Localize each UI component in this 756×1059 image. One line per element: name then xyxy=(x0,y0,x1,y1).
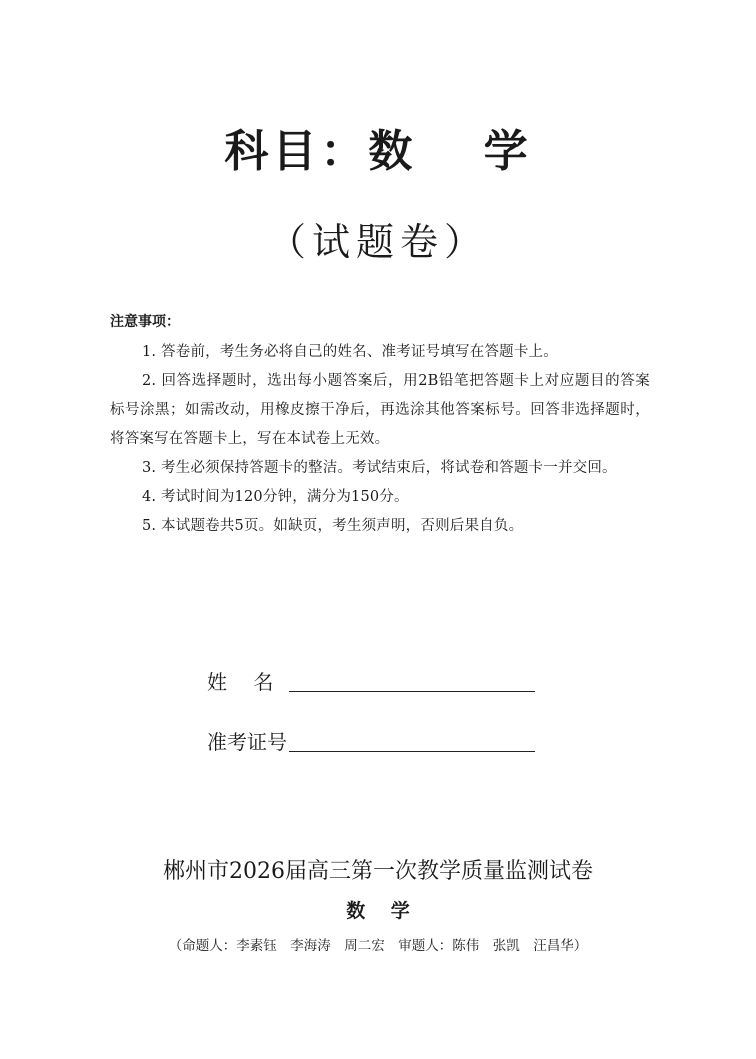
exam-id-blank-line xyxy=(289,729,535,752)
paper-type-label: （试题卷） xyxy=(267,220,488,264)
exam-title: 郴州市2026届高三第一次教学质量监测试卷 xyxy=(163,859,593,884)
notice-item-1: 1. 答卷前，考生务必将自己的姓名、准考证号填写在答题卡上。 xyxy=(142,344,558,360)
notice-item-5: 5. 本试题卷共5页。如缺页，考生须声明，否则后果自负。 xyxy=(142,518,524,534)
subject-title: 科目：数 学 xyxy=(224,126,532,177)
name-field-row xyxy=(207,666,535,695)
notice-item-3: 3. 考生必须保持答题卡的整洁。考试结束后，将试卷和答题卡一并交回。 xyxy=(142,460,617,476)
exam-id-label: 准考证号 xyxy=(207,730,287,754)
exam-id-field-row xyxy=(207,726,535,755)
notice-item-2: 2. 回答选择题时，选出每小题答案后，用2B铅笔把答题卡上对应题目的答案标号涂黑；如需改动，用橡皮擦干净后，再选涂其他答案标号。回答非选择题时，将答案写在答题卡上，写在本试卷上无效。 xyxy=(110,373,650,447)
notice-section xyxy=(110,308,650,541)
notice-heading: 注意事项： xyxy=(110,314,180,330)
exam-subject: 数 学 xyxy=(346,900,410,922)
name-blank-line xyxy=(289,669,535,692)
notice-item-4: 4. 考试时间为120分钟，满分为150分。 xyxy=(142,489,409,505)
authors-line: （命题人：李素钰 李海涛 周二宏 审题人：陈伟 张凯 汪昌华） xyxy=(168,938,588,954)
name-label: 姓 名 xyxy=(207,670,274,694)
